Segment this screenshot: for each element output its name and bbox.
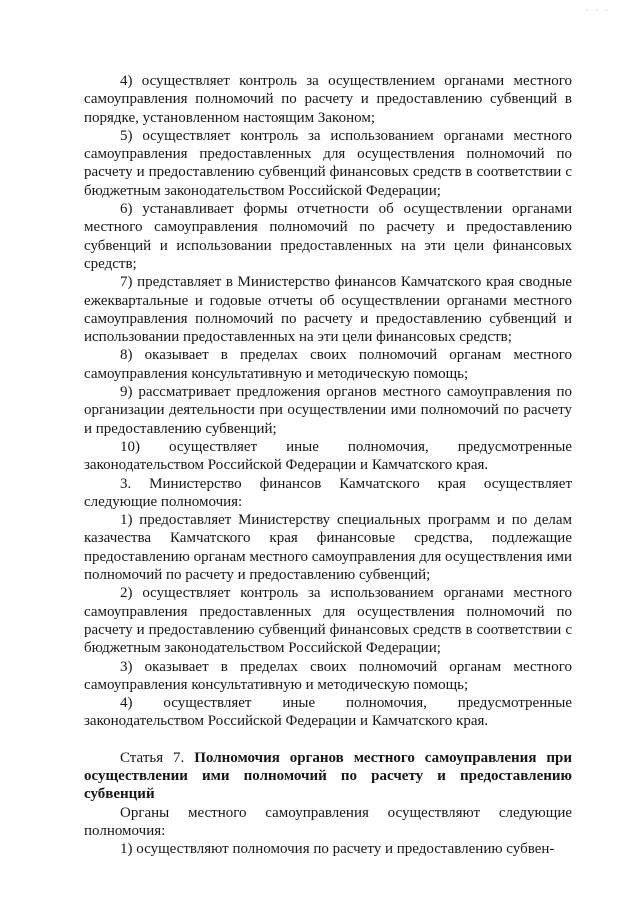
paragraph-item-8-assistance: 8) оказывает в пределах своих полномочий органам местного самоуправления консультативную и методическую помощь; [84, 347, 572, 382]
paragraph-article-7-intro: Органы местного самоуправления осуществляют следующие полномочия: [84, 804, 572, 839]
paragraph-item-4-control: 4) осуществляет контроль за осуществлением органами местного самоуправления полномочий по расчету и предоставлению субвенций в порядке, установленном настоящим Законом; [84, 73, 572, 126]
paragraph-section-3-item-1: 1) предоставляет Министерству специальных программ и по делам казачества Камчатского края финансовые средства, подлежащие предоставлению органам местного самоуправления для осуществления ими полномочий по расчету и предоставлению субвенций; [84, 512, 572, 584]
paragraph-item-9-proposals: 9) рассматривает предложения органов местного самоуправления по организации деятельности при осуществлении ими полномочий по расчету и предоставлению субвенций; [84, 384, 572, 437]
page-content [84, 72, 572, 858]
paragraph-item-7-reports: 7) представляет в Министерство финансов Камчатского края сводные ежеквартальные и годовые отчеты об осуществлении органами местного самоуправления полномочий по расчету и предоставлению субвенций и использовании предоставленных на эти цели финансовых средств; [84, 274, 572, 346]
paragraph-section-3-intro: 3. Министерство финансов Камчатского края осуществляет следующие полномочия: [84, 475, 572, 510]
paragraph-item-6-forms: 6) устанавливает формы отчетности об осуществлении органами местного самоуправления полномочий по расчету и предоставлению субвенций и использовании предоставленных на эти цели финансовых средств; [84, 201, 572, 272]
article-label: Статья 7. [120, 749, 185, 766]
paragraph-section-3-item-2: 2) осуществляет контроль за использованием органами местного самоуправления предоставленных для осуществления полномочий по расчету и предоставлению субвенций финансовых средств в соответствии с бюджетным законодательством Российской Федерации; [84, 585, 572, 657]
article-title: Полномочия органов местного самоуправления при осуществлении ими полномочий по расчету и предоставлению субвенций [84, 749, 572, 803]
paragraph-section-3-item-3: 3) оказывает в пределах своих полномочий органам местного самоуправления консультативную и методическую помощь; [84, 658, 572, 693]
paragraph-item-10-other: 10) осуществляет иные полномочия, предусмотренные законодательством Российской Федерации и Камчатского края. [84, 438, 572, 474]
paragraph-section-3-item-4: 4) осуществляет иные полномочия, предусмотренные законодательством Российской Федерации и Камчатского края. [84, 695, 572, 730]
article-heading [84, 749, 572, 804]
paragraph-item-5-control: 5) осуществляет контроль за использованием органами местного самоуправления предоставленных для осуществления полномочий по расчету и предоставлению субвенций финансовых средств в соответствии с бюджетным законодательством Российской Федерации; [84, 127, 572, 199]
paragraph-article-7-item-1: 1) осуществляют полномочия по расчету и предоставлению субвен- [120, 841, 555, 858]
section-gap [84, 731, 572, 749]
corner-mark: · · · [585, 6, 610, 16]
